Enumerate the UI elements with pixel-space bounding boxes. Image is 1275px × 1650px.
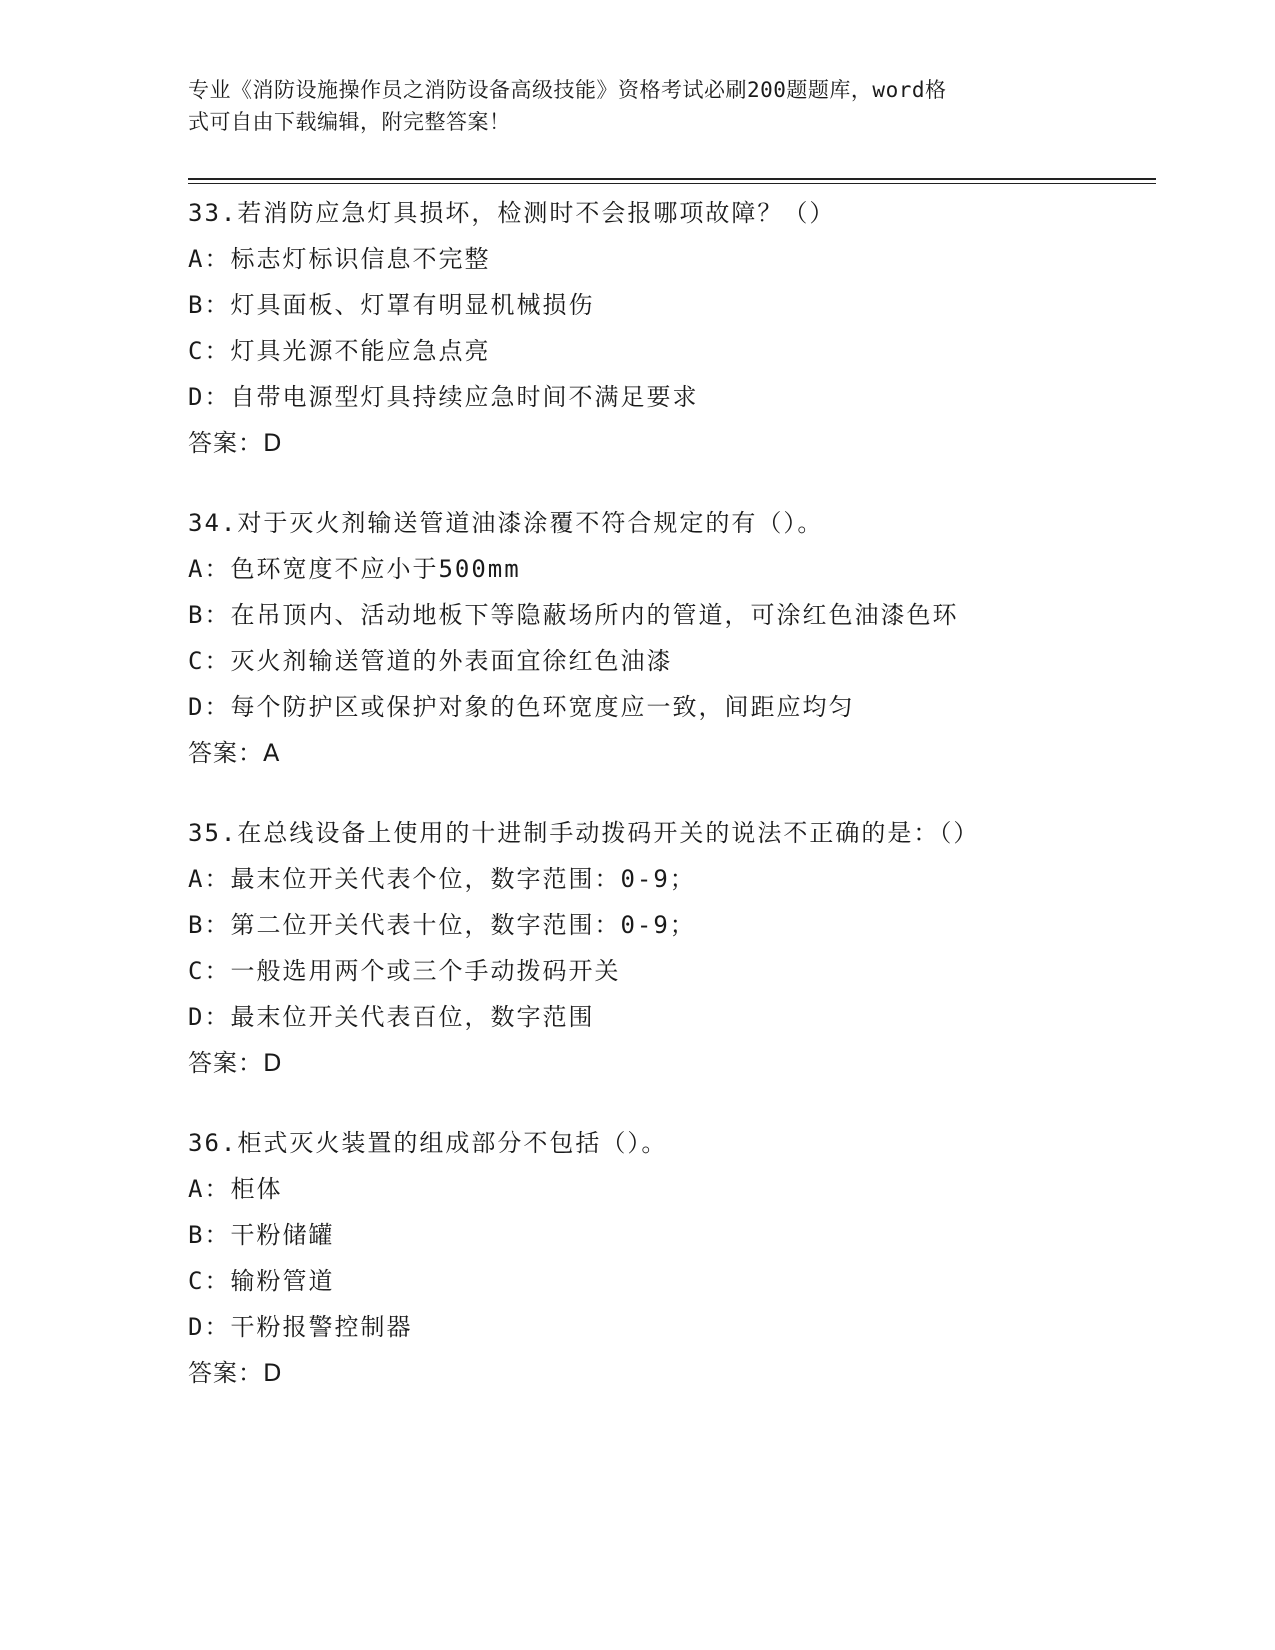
answer-label: 答案：A bbox=[188, 739, 281, 767]
question-stem: 34.对于灭火剂输送管道油漆涂覆不符合规定的有（）。 bbox=[188, 509, 824, 537]
question-stem: 33.若消防应急灯具损坏，检测时不会报哪项故障？（） bbox=[188, 199, 836, 227]
option-b: B：第二位开关代表十位，数字范围：0-9； bbox=[188, 911, 696, 939]
option-a: A：标志灯标识信息不完整 bbox=[188, 245, 491, 273]
question-36 bbox=[188, 1120, 1156, 1396]
header-line-2: 式可自由下载编辑，附完整答案！ bbox=[188, 110, 511, 134]
header-divider-thin bbox=[188, 183, 1156, 184]
answer-label: 答案：D bbox=[188, 1049, 283, 1077]
header-line-1: 专业《消防设施操作员之消防设备高级技能》资格考试必刷200题题库，word格 bbox=[188, 78, 947, 102]
option-d: D：干粉报警控制器 bbox=[188, 1313, 413, 1341]
question-33 bbox=[188, 190, 1156, 466]
option-b: B：灯具面板、灯罩有明显机械损伤 bbox=[188, 291, 595, 319]
option-a: A：柜体 bbox=[188, 1175, 283, 1203]
answer-label: 答案：D bbox=[188, 1359, 283, 1387]
option-c: C：灯具光源不能应急点亮 bbox=[188, 337, 491, 365]
option-c: C：一般选用两个或三个手动拨码开关 bbox=[188, 957, 621, 985]
question-stem: 35.在总线设备上使用的十进制手动拨码开关的说法不正确的是：（） bbox=[188, 819, 980, 847]
document-header bbox=[188, 74, 1068, 138]
option-b: B：干粉储罐 bbox=[188, 1221, 335, 1249]
option-d: D：自带电源型灯具持续应急时间不满足要求 bbox=[188, 383, 699, 411]
option-a: A：色环宽度不应小于500mm bbox=[188, 555, 521, 583]
option-b: B：在吊顶内、活动地板下等隐蔽场所内的管道，可涂红色油漆色环 bbox=[188, 601, 959, 629]
question-stem: 36.柜式灭火装置的组成部分不包括（）。 bbox=[188, 1129, 668, 1157]
option-d: D：每个防护区或保护对象的色环宽度应一致，间距应均匀 bbox=[188, 693, 855, 721]
option-d: D：最末位开关代表百位，数字范围 bbox=[188, 1003, 595, 1031]
option-a: A：最末位开关代表个位，数字范围：0-9； bbox=[188, 865, 696, 893]
option-c: C：输粉管道 bbox=[188, 1267, 335, 1295]
answer-label: 答案：D bbox=[188, 429, 283, 457]
question-list bbox=[188, 190, 1156, 1430]
question-35 bbox=[188, 810, 1156, 1086]
option-c: C：灭火剂输送管道的外表面宜徐红色油漆 bbox=[188, 647, 673, 675]
header-divider-thick bbox=[188, 178, 1156, 180]
question-34 bbox=[188, 500, 1156, 776]
